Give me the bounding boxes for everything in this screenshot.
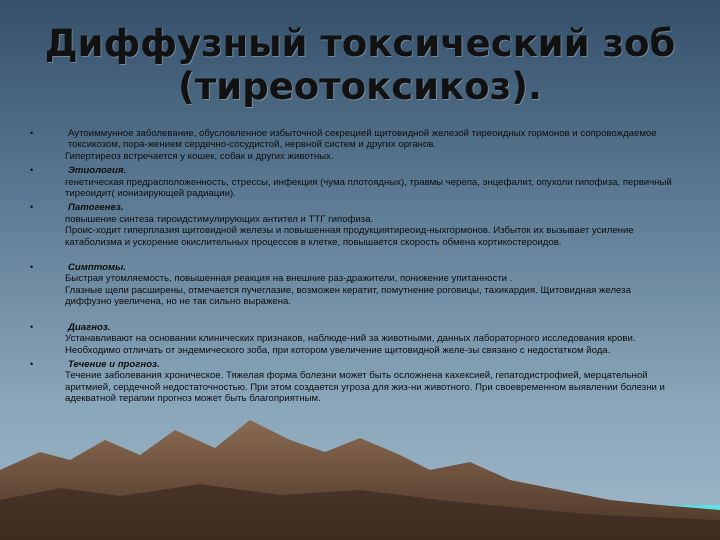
slide-content: [30, 128, 680, 405]
bullet-dot: •: [30, 262, 34, 273]
symptoms-text-1: Быстрая утомляемость, повышенная реакция на внешние раз-дражители, понижение упитанности .: [65, 273, 513, 285]
bullet-diagnosis: [30, 322, 680, 333]
bullet-dot: •: [30, 358, 34, 369]
bullet-pathogenesis: [30, 202, 680, 213]
bullet-dot: •: [30, 128, 34, 138]
bullet-dot: •: [30, 165, 34, 176]
diagnosis-heading: Диагноз.: [68, 321, 111, 333]
symptoms-text-2: Глазные щели расширены, отмечается пучеглазие, возможен кератит, помутнение роговицы, тахикардия. Щитовидная железа диффузно увеличена, но не так сильно выражена.: [65, 284, 631, 308]
bullet-intro: [30, 128, 680, 151]
etiology-text: генетическая предрасположенность, стрессы, инфекция (чума плотоядных), травмы черепа, энцефалит, опухоли гипофиза, первичный тиреоидит( ионизирующей радиации).: [65, 176, 672, 200]
intro-note: Гипертиреоз встречается у кошек, собак и других животных.: [65, 150, 334, 162]
bullet-etiology: [30, 165, 680, 176]
bullet-dot: •: [30, 202, 34, 213]
course-text: Течение заболевания хроническое. Тяжелая форма болезни может быть осложнена кахексией, гепатодистрофией, мерцательной аритмией, сердечной недостаточностью. При этом создается угроза для жиз-ни животного. При своевременном выявлении болезни и адекватной терапии прогноз может быть благоприятным.: [65, 370, 665, 405]
bullet-symptoms: [30, 262, 680, 273]
intro-text: Аутоиммунное заболевание, обусловленное избыточной секрецией щитовидной железой тиреоидных гормонов и сопровождаемое токсикозом, пора-жением сердечно-сосудистой, нервной систем и других органов.: [68, 128, 657, 151]
symptoms-heading: Симптомы.: [68, 262, 126, 274]
course-heading: Течение и прогноз.: [68, 358, 160, 370]
bullet-dot: •: [30, 321, 34, 332]
etiology-heading: Этиология.: [68, 165, 127, 177]
pathogenesis-heading: Патогенез.: [68, 202, 124, 214]
pathogenesis-text-1: повышение синтеза тироидстимулирующих антител и ТТГ гипофиза.: [65, 213, 374, 225]
diagnosis-text: Устанавливают на основании клинических признаков, наблюде-ний за животными, данных лабораторного исследования крови. Необходимо отличать от эндемического зоба, при котором увеличение щитовидной желе-зы связано с недостатком йода.: [65, 333, 636, 356]
slide-title: Диффузный токсический зоб (тиреотоксикоз).: [44, 22, 676, 108]
pathogenesis-text-2: Проис-ходит гиперплазия щитовидной железы и повышенная продукциятиреоид-ныхгормонов. Избыток их вызывает усиление катаболизма и ускорение окислительных процессов в клетке, повышается скорость обмена кортикостероидов.: [65, 225, 634, 248]
bullet-course: [30, 359, 680, 370]
